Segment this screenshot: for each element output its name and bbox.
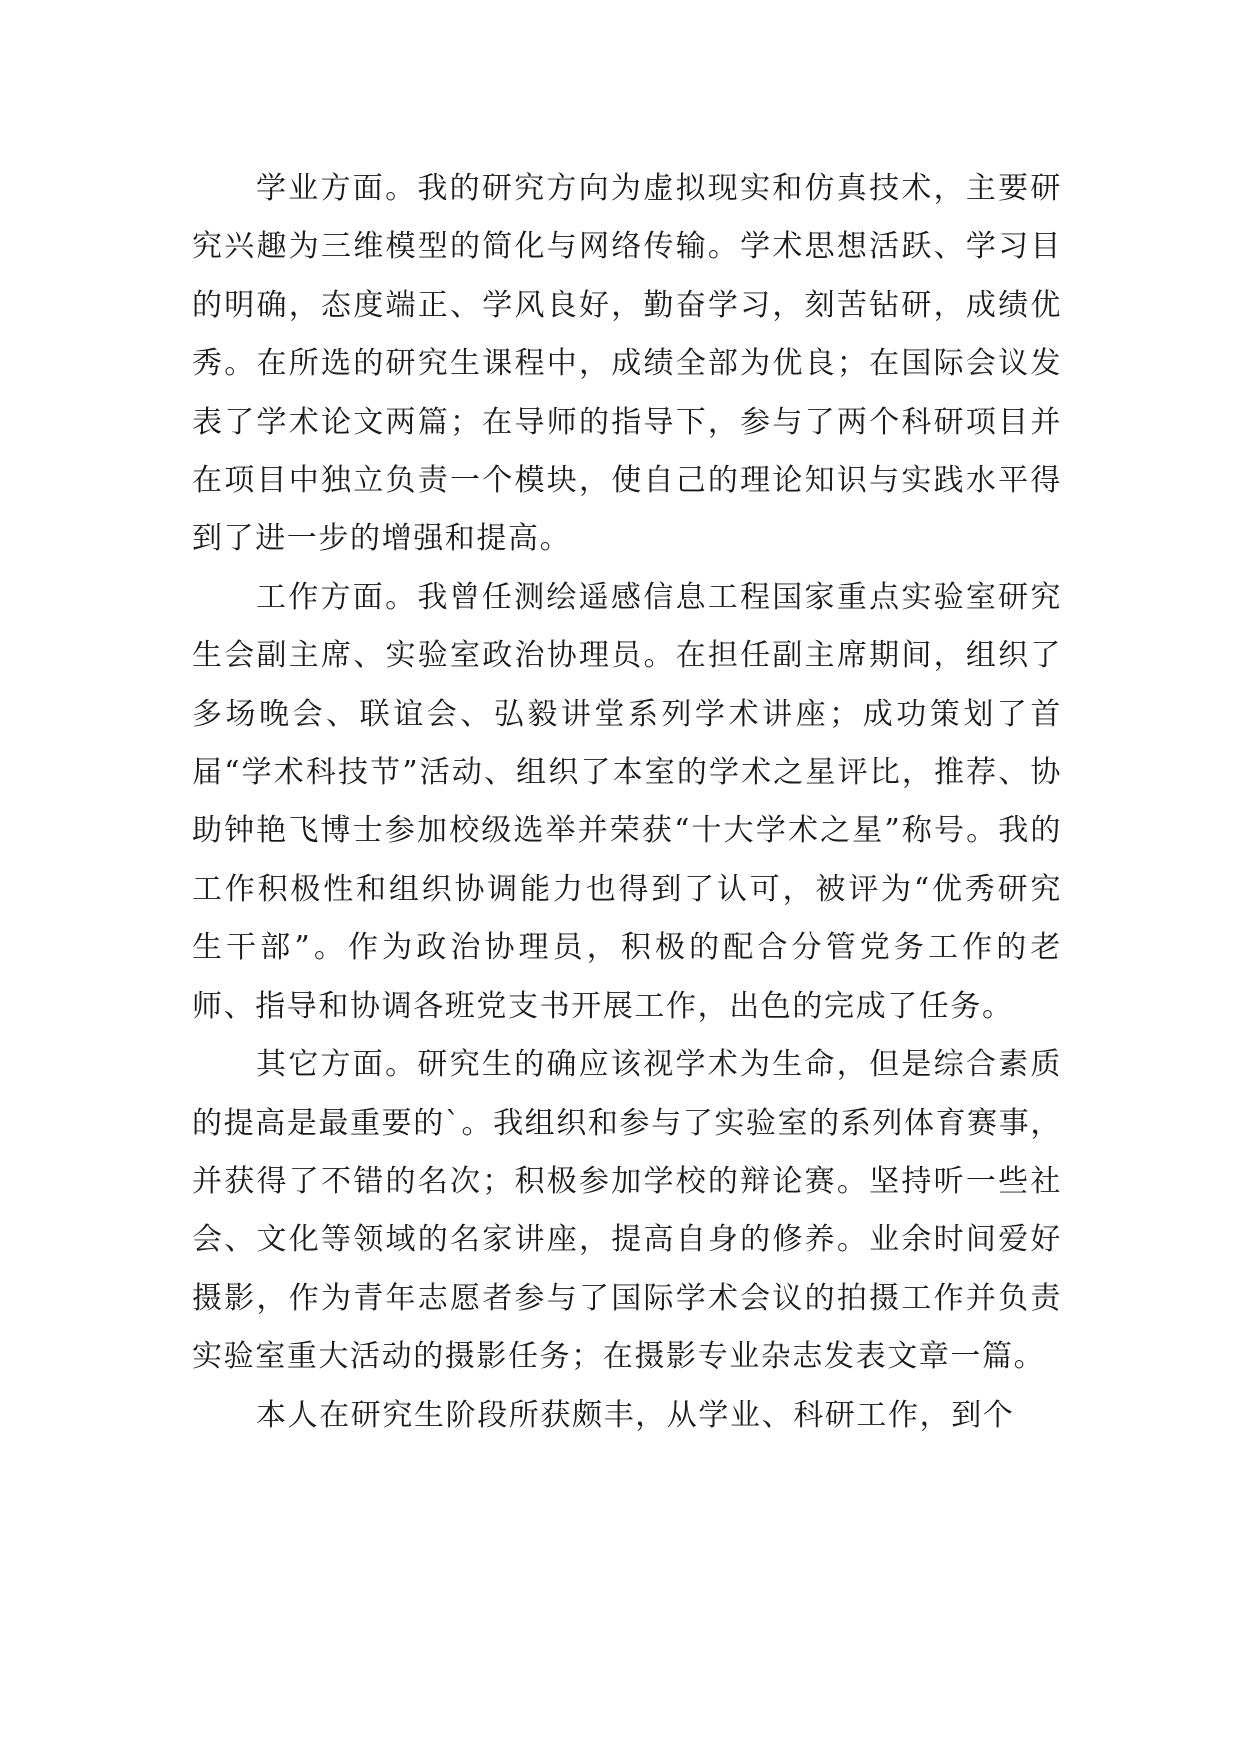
document-body — [192, 160, 1062, 1445]
paragraph-academics: 学业方面。我的研究方向为虚拟现实和仿真技术，主要研究兴趣为三维模型的简化与网络传输。学术思想活跃、学习目的明确，态度端正、学风良好，勤奋学习，刻苦钻研，成绩优秀。在所选的研究生课程中，成绩全部为优良；在国际会议发表了学术论文两篇；在导师的指导下，参与了两个科研项目并在项目中独立负责一个模块，使自己的理论知识与实践水平得到了进一步的增强和提高。 — [192, 171, 1062, 557]
paragraph-other: 其它方面。研究生的确应该视学术为生命，但是综合素质的提高是最重要的`。我组织和参与了实验室的系列体育赛事，并获得了不错的名次；积极参加学校的辩论赛。坚持听一些社会、文化等领域的名家讲座，提高自身的修养。业余时间爱好摄影，作为青年志愿者参与了国际学术会议的拍摄工作并负责实验室重大活动的摄影任务；在摄影专业杂志发表文章一篇。 — [192, 1047, 1062, 1375]
paragraph-work: 工作方面。我曾任测绘遥感信息工程国家重点实验室研究生会副主席、实验室政治协理员。在担任副主席期间，组织了多场晚会、联谊会、弘毅讲堂系列学术讲座；成功策划了首届“学术科技节”活动、组织了本室的学术之星评比，推荐、协助钟艳飞博士参加校级选举并荣获“十大学术之星”称号。我的工作积极性和组织协调能力也得到了认可，被评为“优秀研究生干部”。作为政治协理员，积极的配合分管党务工作的老师、指导和协调各班党支书开展工作，出色的完成了任务。 — [192, 579, 1062, 1024]
paragraph-summary: 本人在研究生阶段所获颇丰，从学业、科研工作，到个 — [256, 1397, 1015, 1433]
